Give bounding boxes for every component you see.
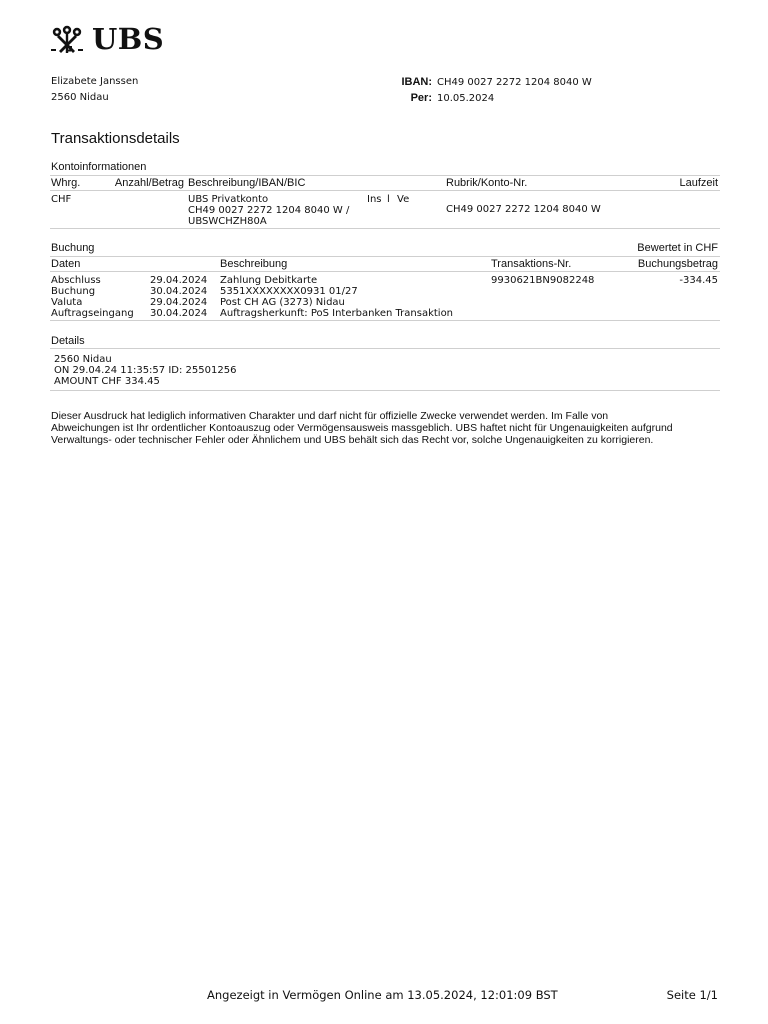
footer-page-number: Seite 1/1	[666, 988, 718, 1002]
date-value-valuta: 29.04.2024	[150, 297, 208, 308]
ubs-keys-logo-icon	[48, 24, 86, 54]
account-desc-line1: UBS Privatkonto	[188, 194, 269, 205]
disclaimer-line1: Dieser Ausdruck hat lediglich informativen Charakter und darf nicht für offizielle Zwecke verwendet werden. Im Falle von	[51, 410, 609, 422]
booking-section-title: Buchung	[51, 242, 95, 254]
date-label-auftragseingang: Auftragseingang	[51, 308, 134, 319]
date-value-abschluss: 29.04.2024	[150, 275, 208, 286]
account-currency: CHF	[51, 194, 72, 205]
per-value: 10.05.2024	[437, 93, 495, 104]
account-rubric: CH49 0027 2272 1204 8040 W	[446, 204, 601, 215]
booking-desc-line3: Post CH AG (3273) Nidau	[220, 297, 345, 308]
transaction-number: 9930621BN9082248	[491, 275, 595, 286]
account-separator: l	[387, 194, 390, 205]
divider	[50, 256, 720, 257]
header-txn-no: Transaktions-Nr.	[491, 258, 572, 270]
account-desc-line3: UBSWCHZH80A	[188, 216, 267, 227]
date-value-auftragseingang: 30.04.2024	[150, 308, 208, 319]
details-line2: ON 29.04.24 11:35:57 ID: 25501256	[54, 365, 237, 376]
header-dates: Daten	[51, 258, 81, 270]
header-booking-amount: Buchungsbetrag	[637, 258, 718, 270]
booking-desc-line4: Auftragsherkunft: PoS Interbanken Transaktion	[220, 308, 454, 319]
customer-city: 2560 Nidau	[51, 92, 109, 103]
divider	[50, 175, 720, 176]
account-ins: Ins	[367, 194, 382, 205]
divider	[50, 271, 720, 272]
account-desc-line2: CH49 0027 2272 1204 8040 W /	[188, 205, 350, 216]
divider	[50, 320, 720, 321]
booking-valued-label: Bewertet in CHF	[637, 242, 718, 254]
header-term: Laufzeit	[679, 177, 718, 189]
disclaimer-line3: Verwaltungs- oder technischer Fehler oder Ähnlichem und UBS behält sich das Recht vor, solche Ungenauigkeiten zu korrigieren.	[51, 434, 654, 446]
details-line1: 2560 Nidau	[54, 354, 112, 365]
divider	[50, 228, 720, 229]
brand-name: UBS	[92, 22, 165, 56]
account-section-title: Kontoinformationen	[51, 161, 147, 173]
details-section-title: Details	[51, 335, 85, 347]
iban-value: CH49 0027 2272 1204 8040 W	[437, 77, 592, 88]
date-label-valuta: Valuta	[51, 297, 83, 308]
footer-shown-in: Angezeigt in Vermögen Online am 13.05.2024, 12:01:09 BST	[207, 988, 558, 1002]
page-title: Transaktionsdetails	[51, 130, 180, 147]
customer-name: Elizabete Janssen	[51, 76, 139, 87]
header-rubric: Rubrik/Konto-Nr.	[446, 177, 528, 189]
header-booking-description: Beschreibung	[220, 258, 288, 270]
date-value-buchung: 30.04.2024	[150, 286, 208, 297]
disclaimer-line2: Abweichungen ist Ihr ordentlicher Kontoauszug oder Vermögensausweis massgeblich. UBS haftet nicht für Ungenauigkeiten aufgrund	[51, 422, 673, 434]
account-ve: Ve	[397, 194, 410, 205]
per-label: Per:	[410, 92, 432, 104]
ubs-logo	[48, 22, 164, 56]
header-amount: Anzahl/Betrag	[114, 177, 184, 189]
divider	[50, 390, 720, 391]
divider	[50, 348, 720, 349]
divider	[50, 190, 720, 191]
header-description: Beschreibung/IBAN/BIC	[188, 177, 306, 189]
date-label-buchung: Buchung	[51, 286, 96, 297]
disclaimer	[51, 410, 726, 446]
iban-label: IBAN:	[401, 76, 432, 88]
details-line3: AMOUNT CHF 334.45	[54, 376, 160, 387]
booking-amount: -334.45	[679, 275, 718, 286]
header-currency: Whrg.	[51, 177, 81, 189]
date-label-abschluss: Abschluss	[51, 275, 101, 286]
booking-desc-line1: Zahlung Debitkarte	[220, 275, 318, 286]
booking-desc-line2: 5351XXXXXXXX0931 01/27	[220, 286, 358, 297]
